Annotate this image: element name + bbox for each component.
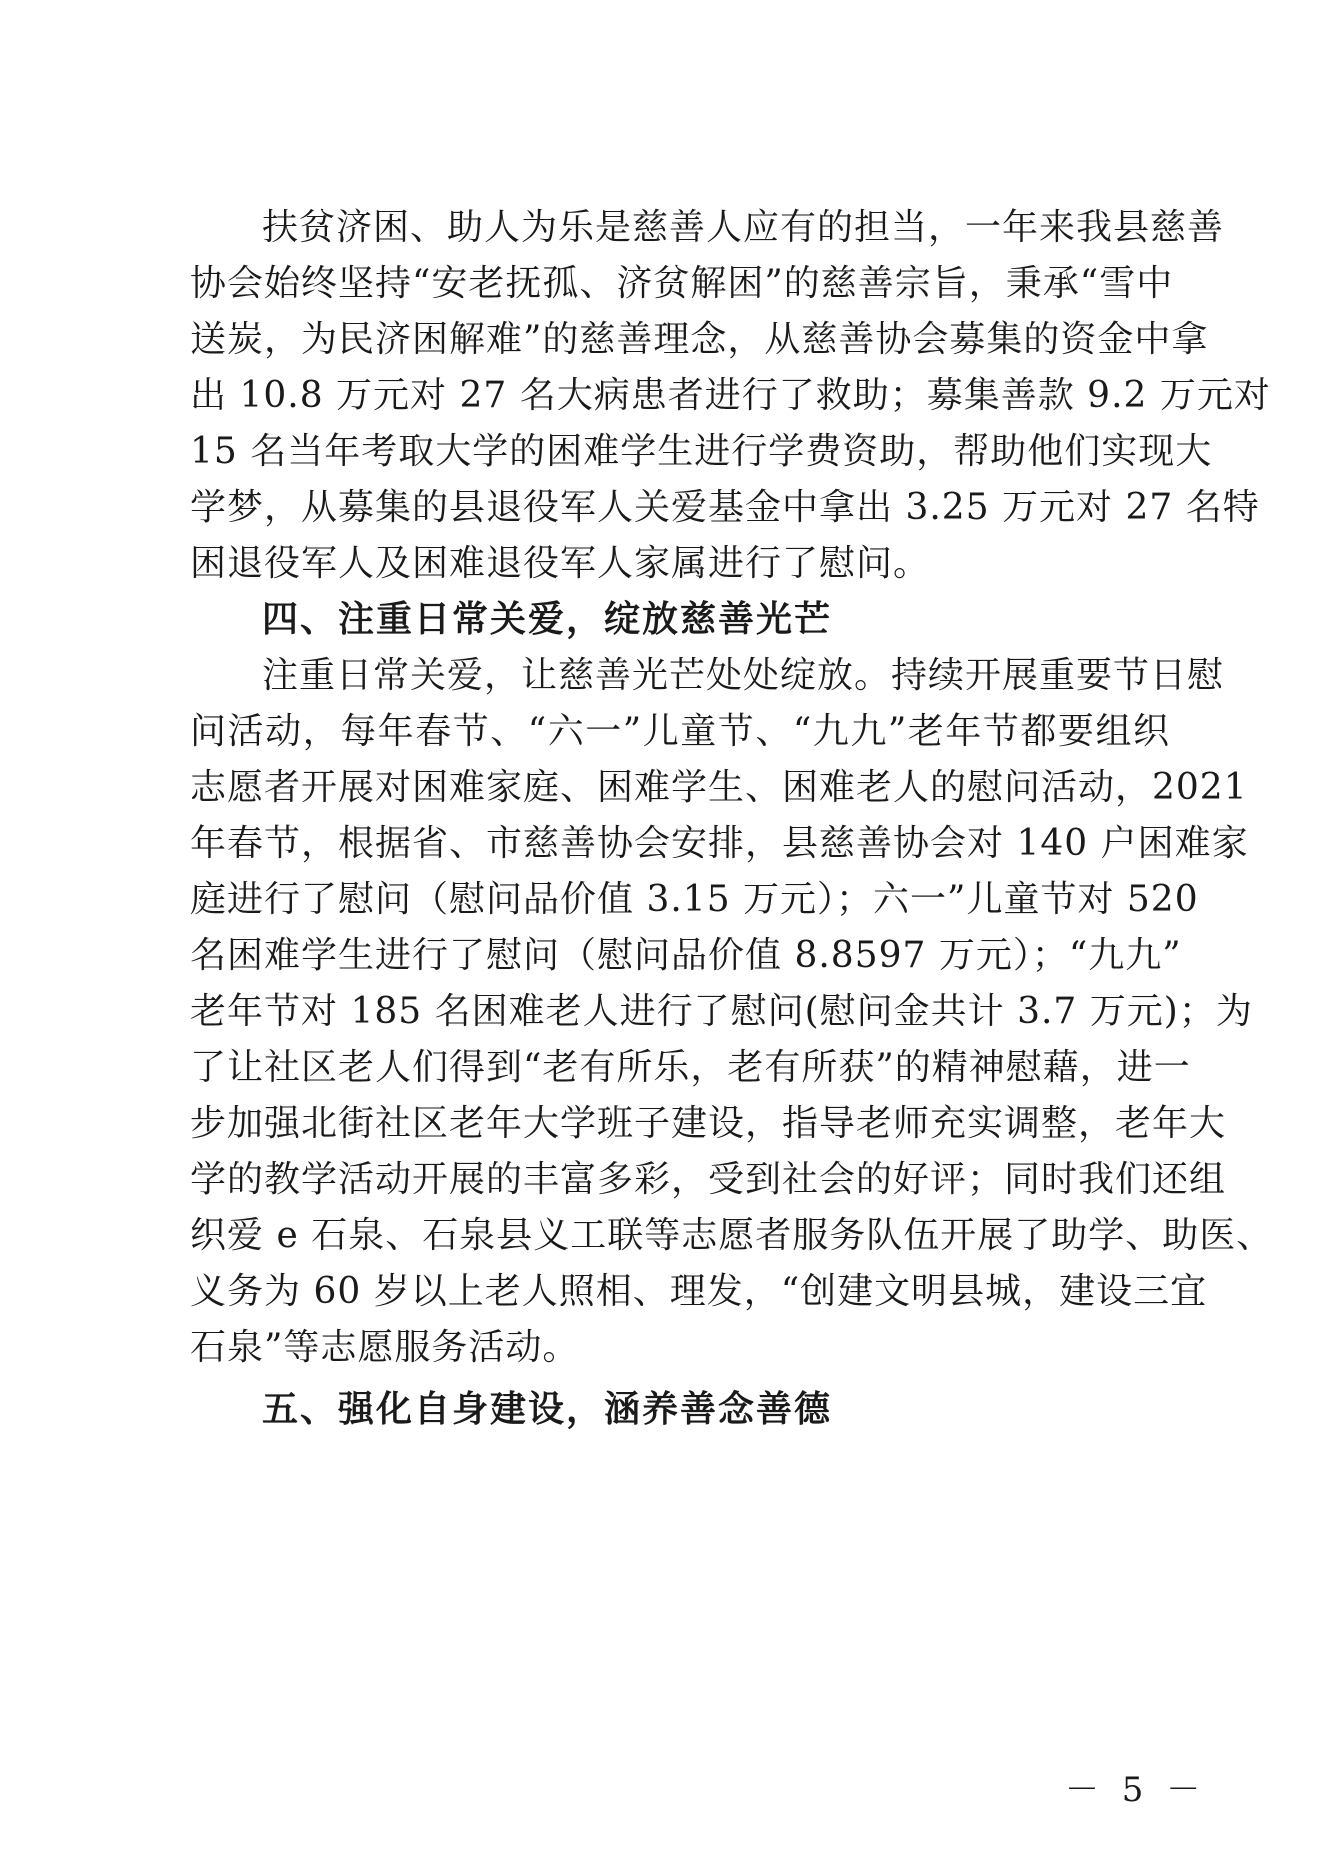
section-heading: 五、强化自身建设，涵养善念善德 xyxy=(262,1389,833,1430)
paragraph-line: 石泉”等志愿服务活动。 xyxy=(190,1327,580,1368)
paragraph-line: 问活动，每年春节、“六一”儿童节、“九九”老年节都要组织 xyxy=(190,711,1170,752)
paragraph-line: 了让社区老人们得到“老有所乐，老有所获”的精神慰藉，进一 xyxy=(190,1047,1191,1088)
paragraph-line: 扶贫济困、助人为乐是慈善人应有的担当，一年来我县慈善 xyxy=(262,207,1225,248)
paragraph-line: 义务为 60 岁以上老人照相、理发，“创建文明县城，建设三宜 xyxy=(190,1271,1208,1312)
paragraph-line: 步加强北街社区老年大学班子建设，指导老师充实调整，老年大 xyxy=(190,1103,1227,1144)
paragraph-line: 15 名当年考取大学的困难学生进行学费资助，帮助他们实现大 xyxy=(190,431,1213,472)
paragraph-line: 注重日常关爱，让慈善光芒处处绽放。持续开展重要节日慰 xyxy=(262,655,1225,696)
paragraph-line: 困退役军人及困难退役军人家属进行了慰问。 xyxy=(190,543,931,584)
paragraph-line: 织爱 e 石泉、石泉县义工联等志愿者服务队伍开展了助学、助医、 xyxy=(190,1215,1274,1256)
paragraph-line: 送炭，为民济困解难”的慈善理念，从慈善协会募集的资金中拿 xyxy=(190,319,1209,360)
page-number: － 5 － xyxy=(1065,1770,1207,1810)
paragraph-line: 老年节对 185 名困难老人进行了慰问(慰问金共计 3.7 万元)；为 xyxy=(190,991,1253,1032)
paragraph-line: 学的教学活动开展的丰富多彩，受到社会的好评；同时我们还组 xyxy=(190,1159,1227,1200)
paragraph-line: 出 10.8 万元对 27 名大病患者进行了救助；募集善款 9.2 万元对 xyxy=(190,375,1271,416)
section-heading: 四、注重日常关爱，绽放慈善光芒 xyxy=(262,599,833,640)
paragraph-line: 学梦，从募集的县退役军人关爱基金中拿出 3.25 万元对 27 名特 xyxy=(190,487,1260,528)
paragraph-line: 名困难学生进行了慰问（慰问品价值 8.8597 万元）；“九九” xyxy=(190,935,1182,976)
paragraph-line: 志愿者开展对困难家庭、困难学生、困难老人的慰问活动，2021 xyxy=(190,767,1248,808)
paragraph-line: 年春节，根据省、市慈善协会安排，县慈善协会对 140 户困难家 xyxy=(190,823,1249,864)
paragraph-line: 协会始终坚持“安老抚孤、济贫解困”的慈善宗旨，秉承“雪中 xyxy=(190,263,1174,304)
paragraph-line: 庭进行了慰问（慰问品价值 3.15 万元）；六一”儿童节对 520 xyxy=(190,879,1199,920)
